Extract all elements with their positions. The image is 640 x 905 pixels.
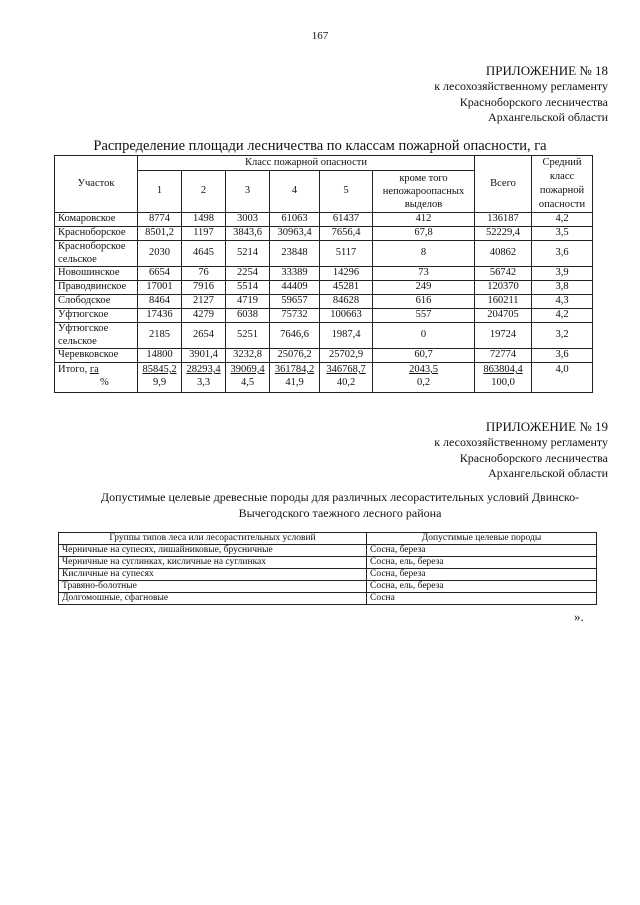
species-title-line: Допустимые целевые древесные породы для различных лесорастительных условий Двинско- bbox=[100, 490, 580, 504]
cell-c5: 1987,4 bbox=[320, 323, 373, 349]
cell-c4: 75732 bbox=[270, 309, 320, 323]
total-unit-pct: % bbox=[100, 376, 109, 388]
cell-avg: 3,6 bbox=[532, 241, 593, 267]
cell-avg: 4,3 bbox=[532, 295, 593, 309]
table-row bbox=[55, 323, 593, 349]
header-area: Участок bbox=[55, 156, 138, 213]
cell-c5: 5117 bbox=[320, 241, 373, 267]
cell-c4: 7646,6 bbox=[270, 323, 320, 349]
cell-total: 136187 bbox=[475, 213, 532, 227]
total-pct-value: 0,2 bbox=[416, 376, 431, 388]
cell-c1: 2185 bbox=[138, 323, 182, 349]
cell-c2: 4279 bbox=[182, 309, 226, 323]
appendix-19-line: Архангельской области bbox=[488, 466, 608, 480]
header-non-fire: кроме того непожароопасных выделов bbox=[373, 170, 475, 213]
appendix-18-header bbox=[434, 62, 608, 126]
table-row bbox=[55, 213, 593, 227]
header-total: Всего bbox=[475, 156, 532, 213]
appendix-18-line: Архангельской области bbox=[488, 110, 608, 124]
cell-c5: 25702,9 bbox=[320, 349, 373, 363]
total-ha-value: 28293,4 bbox=[186, 364, 221, 375]
cell-c2: 2654 bbox=[182, 323, 226, 349]
cell-c5: 7656,4 bbox=[320, 227, 373, 241]
cell-c2: 4645 bbox=[182, 241, 226, 267]
cell-target-species: Сосна bbox=[367, 593, 597, 605]
total-ha-value: 863804,4 bbox=[483, 364, 523, 375]
row-area-name: Комаровское bbox=[55, 213, 138, 227]
cell-forest-group: Черничные на супесях, лишайниковые, брусничные bbox=[59, 545, 367, 557]
cell-c1: 8774 bbox=[138, 213, 182, 227]
row-area-name: Уфтюгское bbox=[55, 309, 138, 323]
cell-c5: 14296 bbox=[320, 267, 373, 281]
total-cell bbox=[532, 363, 593, 393]
cell-avg: 3,6 bbox=[532, 349, 593, 363]
cell-forest-group: Кисличные на супесях bbox=[59, 569, 367, 581]
appendix-18-line: к лесохозяйственному регламенту bbox=[434, 79, 608, 93]
cell-non-fire: 8 bbox=[373, 241, 475, 267]
cell-c2: 7916 bbox=[182, 281, 226, 295]
table-row bbox=[55, 295, 593, 309]
total-cell bbox=[138, 363, 182, 393]
table-row bbox=[55, 281, 593, 295]
cell-c2: 1197 bbox=[182, 227, 226, 241]
cell-c1: 2030 bbox=[138, 241, 182, 267]
cell-c4: 25076,2 bbox=[270, 349, 320, 363]
total-ha-value: 346768,7 bbox=[326, 364, 366, 375]
row-area-name: Черевковское bbox=[55, 349, 138, 363]
row-area-name: Слободское bbox=[55, 295, 138, 309]
total-pct-value: 3,3 bbox=[196, 376, 211, 388]
cell-avg: 3,9 bbox=[532, 267, 593, 281]
table-row bbox=[59, 545, 597, 557]
cell-c2: 2127 bbox=[182, 295, 226, 309]
cell-c3: 5214 bbox=[226, 241, 270, 267]
cell-c2: 76 bbox=[182, 267, 226, 281]
total-ha-value: 4,0 bbox=[555, 364, 569, 375]
appendix-19-header bbox=[434, 418, 608, 482]
row-area-name: Уфтюгское сельское bbox=[55, 323, 138, 349]
species-title-line: Вычегодского таежного лесного района bbox=[238, 506, 442, 520]
table-row bbox=[59, 593, 597, 605]
total-pct-value: 9,9 bbox=[152, 376, 167, 388]
fire-class-table bbox=[54, 155, 593, 393]
cell-non-fire: 412 bbox=[373, 213, 475, 227]
total-unit-ha: га bbox=[89, 364, 99, 375]
cell-c4: 61063 bbox=[270, 213, 320, 227]
cell-c1: 6654 bbox=[138, 267, 182, 281]
cell-avg: 4,2 bbox=[532, 309, 593, 323]
cell-c3: 3843,6 bbox=[226, 227, 270, 241]
cell-c1: 8501,2 bbox=[138, 227, 182, 241]
cell-target-species: Сосна, ель, береза bbox=[367, 581, 597, 593]
table-row bbox=[55, 227, 593, 241]
cell-non-fire: 60,7 bbox=[373, 349, 475, 363]
total-pct-value: 41,9 bbox=[285, 376, 304, 388]
row-area-name: Красноборское bbox=[55, 227, 138, 241]
cell-total: 72774 bbox=[475, 349, 532, 363]
total-cell bbox=[226, 363, 270, 393]
cell-c5: 100663 bbox=[320, 309, 373, 323]
cell-c3: 3232,8 bbox=[226, 349, 270, 363]
cell-c1: 17436 bbox=[138, 309, 182, 323]
cell-target-species: Сосна, береза bbox=[367, 545, 597, 557]
table-row bbox=[55, 267, 593, 281]
cell-c1: 17001 bbox=[138, 281, 182, 295]
total-ha-value: 39069,4 bbox=[230, 364, 265, 375]
header-class-1: 1 bbox=[138, 170, 182, 213]
total-cell bbox=[373, 363, 475, 393]
total-ha-value: 85845,2 bbox=[142, 364, 177, 375]
table-row bbox=[59, 557, 597, 569]
row-area-name: Красноборское сельское bbox=[55, 241, 138, 267]
cell-c4: 23848 bbox=[270, 241, 320, 267]
cell-c5: 61437 bbox=[320, 213, 373, 227]
header-avg-class: Средний класс пожарной опасности bbox=[532, 156, 593, 213]
cell-non-fire: 249 bbox=[373, 281, 475, 295]
cell-target-species: Сосна, ель, береза bbox=[367, 557, 597, 569]
cell-c3: 4719 bbox=[226, 295, 270, 309]
table-row bbox=[55, 349, 593, 363]
total-ha-value: 361784,2 bbox=[274, 364, 315, 375]
cell-non-fire: 67,8 bbox=[373, 227, 475, 241]
appendix-19-line: Красноборского лесничества bbox=[459, 450, 608, 465]
appendix-18-heading: ПРИЛОЖЕНИЕ № 18 bbox=[485, 63, 608, 78]
page-number: 167 bbox=[311, 30, 329, 42]
cell-c4: 44409 bbox=[270, 281, 320, 295]
cell-c5: 84628 bbox=[320, 295, 373, 309]
fire-table-title: Распределение площади лесничества по классам пожарной опасности, га bbox=[93, 138, 547, 154]
cell-non-fire: 0 bbox=[373, 323, 475, 349]
cell-c1: 8464 bbox=[138, 295, 182, 309]
cell-c3: 2254 bbox=[226, 267, 270, 281]
header-class-3: 3 bbox=[226, 170, 270, 213]
total-pct-value: 4,5 bbox=[240, 376, 255, 388]
cell-non-fire: 73 bbox=[373, 267, 475, 281]
cell-c5: 45281 bbox=[320, 281, 373, 295]
appendix-18-line: Красноборского лесничества bbox=[459, 94, 608, 109]
cell-c3: 5514 bbox=[226, 281, 270, 295]
header-class-4: 4 bbox=[270, 170, 320, 213]
cell-c2: 3901,4 bbox=[182, 349, 226, 363]
cell-total: 56742 bbox=[475, 267, 532, 281]
row-area-name: Праводвинское bbox=[55, 281, 138, 295]
header-class-5: 5 bbox=[320, 170, 373, 213]
cell-avg: 3,8 bbox=[532, 281, 593, 295]
cell-total: 204705 bbox=[475, 309, 532, 323]
total-cell bbox=[475, 363, 532, 393]
table-row bbox=[55, 309, 593, 323]
header-class-2: 2 bbox=[182, 170, 226, 213]
closing-quote: ». bbox=[574, 609, 584, 624]
total-cell bbox=[320, 363, 373, 393]
cell-non-fire: 616 bbox=[373, 295, 475, 309]
cell-c1: 14800 bbox=[138, 349, 182, 363]
cell-c4: 30963,4 bbox=[270, 227, 320, 241]
cell-c3: 3003 bbox=[226, 213, 270, 227]
total-ha-value: 2043,5 bbox=[409, 364, 438, 375]
cell-c3: 5251 bbox=[226, 323, 270, 349]
cell-total: 52229,4 bbox=[475, 227, 532, 241]
cell-total: 40862 bbox=[475, 241, 532, 267]
cell-forest-group: Травяно-болотные bbox=[59, 581, 367, 593]
total-row bbox=[55, 363, 593, 393]
header-fire-class: Класс пожарной опасности bbox=[138, 156, 475, 171]
appendix-19-heading: ПРИЛОЖЕНИЕ № 19 bbox=[485, 419, 608, 434]
cell-avg: 3,5 bbox=[532, 227, 593, 241]
table-row bbox=[59, 581, 597, 593]
header-forest-groups: Группы типов леса или лесорастительных условий bbox=[59, 533, 367, 545]
total-cell bbox=[270, 363, 320, 393]
table-row bbox=[55, 241, 593, 267]
row-area-name: Новошинское bbox=[55, 267, 138, 281]
cell-c2: 1498 bbox=[182, 213, 226, 227]
cell-total: 160211 bbox=[475, 295, 532, 309]
cell-avg: 3,2 bbox=[532, 323, 593, 349]
total-pct-value: 40,2 bbox=[336, 376, 356, 388]
appendix-19-line: к лесохозяйственному регламенту bbox=[434, 435, 608, 449]
total-pct-value: 100,0 bbox=[491, 376, 515, 388]
cell-avg: 4,2 bbox=[532, 213, 593, 227]
table-row bbox=[59, 569, 597, 581]
header-target-species: Допустимые целевые породы bbox=[367, 533, 597, 545]
cell-c3: 6038 bbox=[226, 309, 270, 323]
cell-forest-group: Черничные на суглинках, кисличные на суглинках bbox=[59, 557, 367, 569]
cell-c4: 59657 bbox=[270, 295, 320, 309]
total-label-cell bbox=[55, 363, 138, 393]
total-cell bbox=[182, 363, 226, 393]
cell-target-species: Сосна, береза bbox=[367, 569, 597, 581]
species-table bbox=[58, 532, 597, 605]
cell-total: 19724 bbox=[475, 323, 532, 349]
cell-forest-group: Долгомошные, сфагновые bbox=[59, 593, 367, 605]
cell-c4: 33389 bbox=[270, 267, 320, 281]
cell-non-fire: 557 bbox=[373, 309, 475, 323]
cell-total: 120370 bbox=[475, 281, 532, 295]
total-label: Итого, bbox=[58, 364, 88, 375]
species-table-title bbox=[60, 489, 620, 521]
